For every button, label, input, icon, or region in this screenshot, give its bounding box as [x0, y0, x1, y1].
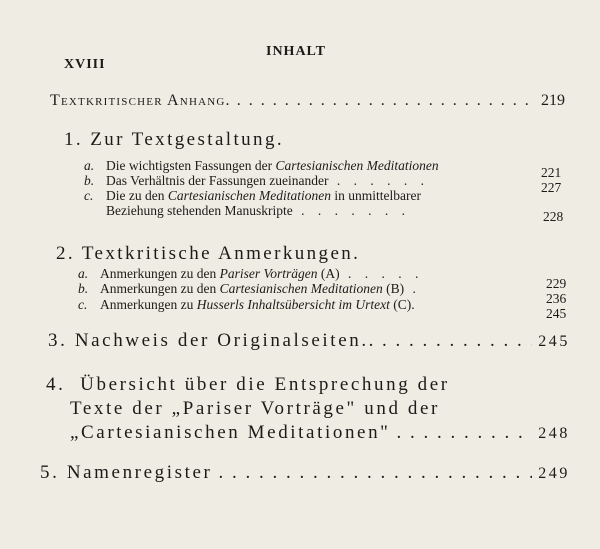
item-text: (A)	[317, 266, 340, 281]
section-number: 1.	[64, 129, 84, 150]
toc-item-2b[interactable]: b. Anmerkungen zu den Cartesianischen Meditationen (B) .	[78, 281, 421, 296]
dot-leader	[237, 92, 535, 110]
toc-item-1b-page: 227	[541, 180, 562, 195]
dot-leader	[218, 462, 532, 484]
section-title: Zur Textgestaltung.	[90, 129, 284, 150]
section-title: Nachweis der Originalseiten..	[74, 330, 377, 351]
item-text: Die wichtigsten Fassungen der	[106, 158, 276, 173]
item-text-italic: Husserls Inhaltsübersicht im Urtext	[196, 297, 390, 312]
toc-section-4[interactable]	[46, 374, 450, 396]
toc-item-1b[interactable]: b. Das Verhältnis der Fassungen zueinander . . . . . .	[84, 173, 429, 188]
section-title-line1: Übersicht über die Entsprechung der	[80, 374, 450, 395]
toc-item-1c-line2: Beziehung stehenden Manuskripte . . . . . . .	[106, 203, 410, 218]
toc-entry-appendix[interactable]	[50, 92, 565, 110]
section-title-line3: „Cartesianischen Meditationen"	[70, 422, 391, 443]
section-number: 5.	[40, 462, 60, 483]
section-title: Textkritische Anmerkungen.	[81, 243, 361, 264]
toc-item-1a-page: 221	[541, 165, 562, 180]
item-text: (B)	[382, 281, 405, 296]
section-number: 3.	[48, 330, 68, 351]
running-head: INHALT	[266, 44, 326, 59]
item-letter: b.	[84, 173, 95, 188]
toc-item-2a[interactable]: a. Anmerkungen zu den Pariser Vorträgen (A) . . . . .	[78, 266, 424, 281]
toc-section-5[interactable]	[40, 462, 570, 484]
item-letter: c.	[78, 297, 88, 312]
item-text: Die zu den	[106, 188, 168, 203]
section-page: 248	[538, 425, 570, 442]
section-number: 2.	[56, 243, 76, 264]
item-text-italic: Cartesianischen Meditationen	[167, 188, 331, 203]
item-text: Beziehung stehenden Manuskripte	[106, 203, 293, 218]
page-number: XVIII	[64, 57, 106, 72]
toc-item-1c-page: 228	[543, 209, 564, 224]
dot-leader	[382, 330, 532, 352]
toc-item-2c-page: 245	[546, 306, 567, 321]
item-letter: a.	[78, 266, 89, 281]
toc-section-4-line3	[70, 422, 570, 444]
section-title: Namenregister	[66, 462, 213, 483]
toc-item-1a[interactable]	[84, 158, 439, 174]
item-text: Anmerkungen zu den	[100, 281, 220, 296]
toc-section-3[interactable]	[48, 330, 570, 352]
section-number: 4.	[46, 374, 66, 395]
toc-section-4-line2: Texte der „Pariser Vorträge" und der	[70, 398, 440, 419]
appendix-title: Textkritischer Anhang.	[50, 92, 231, 109]
toc-item-2b-page: 236	[546, 291, 567, 306]
section-page: 245	[538, 333, 570, 350]
toc-section-2[interactable]	[56, 243, 360, 265]
item-text: (C).	[389, 297, 415, 312]
appendix-page: 219	[541, 92, 565, 109]
toc-item-2a-page: 229	[546, 276, 567, 291]
toc-item-2c[interactable]	[78, 297, 415, 313]
dot-leader	[397, 422, 533, 444]
toc-item-1c[interactable]	[84, 188, 421, 204]
item-text-italic: Cartesianischen Meditationen	[275, 158, 439, 173]
item-text-italic: Cartesianischen Meditationen	[219, 281, 383, 296]
toc-section-1[interactable]	[64, 129, 284, 151]
item-text: Das Verhältnis der Fassungen zueinander	[106, 173, 329, 188]
item-letter: a.	[84, 158, 95, 173]
item-letter: b.	[78, 281, 89, 296]
item-text: Anmerkungen zu	[100, 297, 197, 312]
section-page: 249	[538, 465, 570, 482]
item-text-italic: Pariser Vorträgen	[219, 266, 318, 281]
item-text: Anmerkungen zu den	[100, 266, 220, 281]
item-letter: c.	[84, 188, 94, 203]
item-text: in unmittelbarer	[330, 188, 421, 203]
